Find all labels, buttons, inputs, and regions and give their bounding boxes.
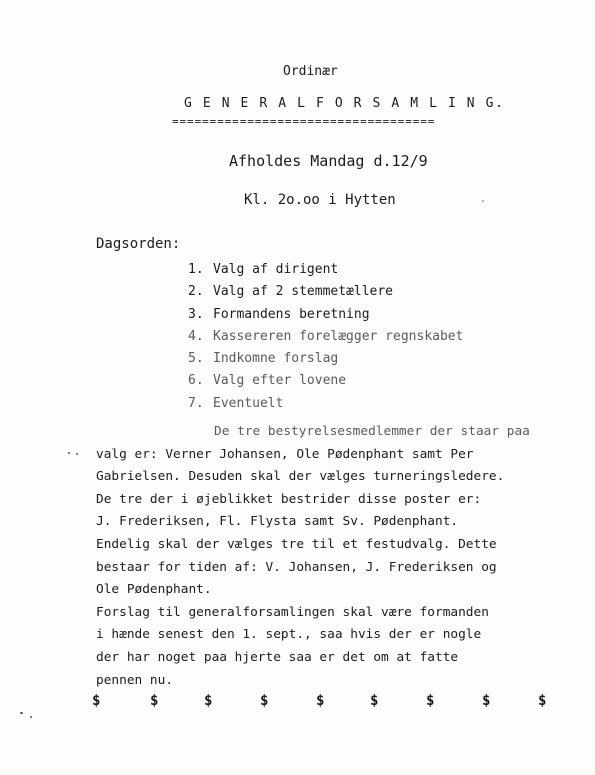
ink-speck xyxy=(76,453,78,455)
agenda-item-number: 6. xyxy=(188,373,204,389)
ink-speck xyxy=(68,452,70,454)
meeting-date: Afholdes Mandag d.12/9 xyxy=(229,152,428,170)
dollar-symbol: $ xyxy=(482,693,491,709)
dollar-symbol: $ xyxy=(370,693,379,709)
agenda-item xyxy=(188,283,463,305)
body-line: Forslag til generalforsamlingen skal være formanden xyxy=(96,604,489,620)
body-line: der har noget paa hjerte saa er det om at fatte xyxy=(96,649,459,665)
dollar-symbol: $ xyxy=(538,693,547,709)
agenda-item xyxy=(188,328,463,350)
body-paragraphs xyxy=(96,423,530,694)
dollar-symbol: $ xyxy=(260,693,269,709)
agenda-item-text: Indkomne forslag xyxy=(213,351,339,367)
agenda-item-number: 2. xyxy=(188,284,204,300)
body-line: bestaar for tiden af: V. Johansen, J. Frederiksen og xyxy=(96,559,497,575)
body-line: Gabrielsen. Desuden skal der vælges turneringsledere. xyxy=(96,469,505,485)
body-line: Ole Pødenphant. xyxy=(96,582,212,598)
document-subtitle: Ordinær xyxy=(283,64,338,79)
agenda-item xyxy=(188,350,463,372)
agenda-item-text: Kassereren forelægger regnskabet xyxy=(213,328,464,344)
agenda-item xyxy=(188,306,463,328)
ink-speck xyxy=(30,716,32,718)
body-line: Endelig skal der vælges tre til et festudvalg. Dette xyxy=(96,536,497,552)
title-underline: =================================== xyxy=(172,115,436,128)
body-line: De tre bestyrelsesmedlemmer der staar paa xyxy=(214,424,530,439)
agenda-item xyxy=(188,261,463,283)
agenda-item-number: 4. xyxy=(188,328,204,344)
agenda-item-text: Formandens beretning xyxy=(213,306,370,322)
agenda-item-text: Valg af 2 stemmetællere xyxy=(213,284,394,300)
dollar-symbol: $ xyxy=(426,693,435,709)
body-line: i hænde senest den 1. sept., saa hvis der er nogle xyxy=(96,627,482,643)
body-line: J. Frederiksen, Fl. Flysta samt Sv. Pødenphant. xyxy=(96,514,459,530)
agenda-item xyxy=(188,395,463,417)
ink-speck xyxy=(482,200,484,202)
agenda-list xyxy=(188,261,463,417)
agenda-item-text: Valg af dirigent xyxy=(213,262,339,277)
agenda-item-text: Eventuelt xyxy=(213,395,284,411)
dollar-symbol: $ xyxy=(316,693,325,709)
agenda-item-text: Valg efter lovene xyxy=(213,373,347,389)
dollar-symbol: $ xyxy=(204,693,213,709)
agenda-item-number: 5. xyxy=(188,351,204,367)
dollar-sign-divider xyxy=(92,693,562,713)
body-line: De tre der i øjeblikket bestrider disse poster er: xyxy=(96,491,482,507)
agenda-label: Dagsorden: xyxy=(96,236,181,252)
document-title: G E N E R A L F O R S A M L I N G. xyxy=(184,96,505,111)
dollar-symbol: $ xyxy=(92,693,101,709)
dollar-symbol: $ xyxy=(150,693,159,709)
body-line: valg er: Verner Johansen, Ole Pødenphant samt Per xyxy=(96,446,474,462)
meeting-time-place: Kl. 2o.oo i Hytten xyxy=(244,192,396,208)
agenda-item-number: 1. xyxy=(188,262,204,277)
ink-speck xyxy=(20,712,23,714)
body-line: pennen nu. xyxy=(96,672,174,688)
agenda-item-number: 7. xyxy=(188,395,204,411)
agenda-item-number: 3. xyxy=(188,306,204,322)
agenda-item xyxy=(188,372,463,394)
